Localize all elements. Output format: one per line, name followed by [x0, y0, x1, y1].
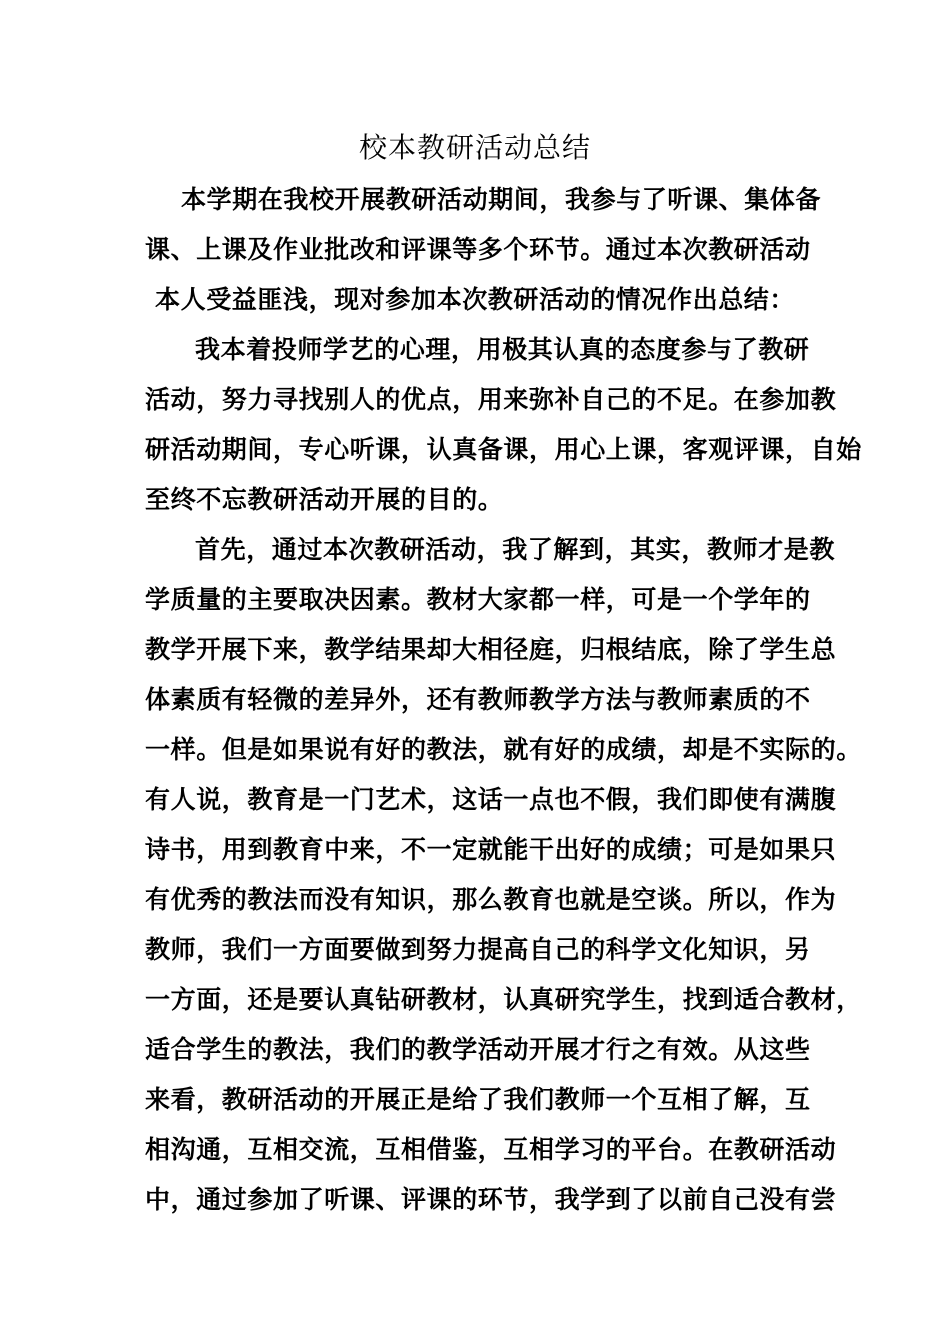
text-line: 适合学生的教法，我们的教学活动开展才行之有效。从这些: [145, 1035, 811, 1064]
text-line: 本学期在我校开展教研活动期间，我参与了听课、集体备: [181, 185, 822, 214]
text-line: 有优秀的教法而没有知识，那么教育也就是空谈。所以，作为: [145, 885, 837, 914]
text-line: 我本着投师学艺的心理，用极其认真的态度参与了教研: [195, 335, 810, 364]
text-line: 中，通过参加了听课、评课的环节，我学到了以前自己没有尝: [145, 1185, 837, 1214]
text-line: 体素质有轻微的差异外，还有教师教学方法与教师素质的不: [145, 685, 811, 714]
text-line: 来看，教研活动的开展正是给了我们教师一个互相了解，互: [145, 1085, 811, 1114]
text-line: 一方面，还是要认真钻研教材，认真研究学生，找到适合教材，: [145, 985, 862, 1014]
text-line: 研活动期间，专心听课，认真备课，用心上课，客观评课，自始: [145, 435, 862, 464]
text-line: 活动，努力寻找别人的优点，用来弥补自己的不足。在参加教: [145, 385, 837, 414]
text-line: 相沟通，互相交流，互相借鉴，互相学习的平台。在教研活动: [145, 1135, 837, 1164]
text-line: 课、上课及作业批改和评课等多个环节。通过本次教研活动: [145, 235, 811, 264]
text-line: 诗书，用到教育中来，不一定就能干出好的成绩；可是如果只: [145, 835, 837, 864]
text-line: 教学开展下来，教学结果却大相径庭，归根结底，除了学生总: [145, 635, 837, 664]
text-line: 至终不忘教研活动开展的目的。: [145, 485, 504, 514]
text-line: 一样。但是如果说有好的教法，就有好的成绩，却是不实际的。: [145, 735, 862, 764]
text-line: 有人说，教育是一门艺术，这话一点也不假，我们即使有满腹: [145, 785, 837, 814]
text-line: 教师，我们一方面要做到努力提高自己的科学文化知识，另: [145, 935, 811, 964]
text-line: 本人受益匪浅，现对参加本次教研活动的情况作出总结：: [155, 285, 796, 314]
text-line: 首先，通过本次教研活动，我了解到，其实，教师才是教: [195, 535, 836, 564]
text-line: 学质量的主要取决因素。教材大家都一样，可是一个学年的: [145, 585, 811, 614]
document-title: 校本教研活动总结: [358, 131, 591, 164]
